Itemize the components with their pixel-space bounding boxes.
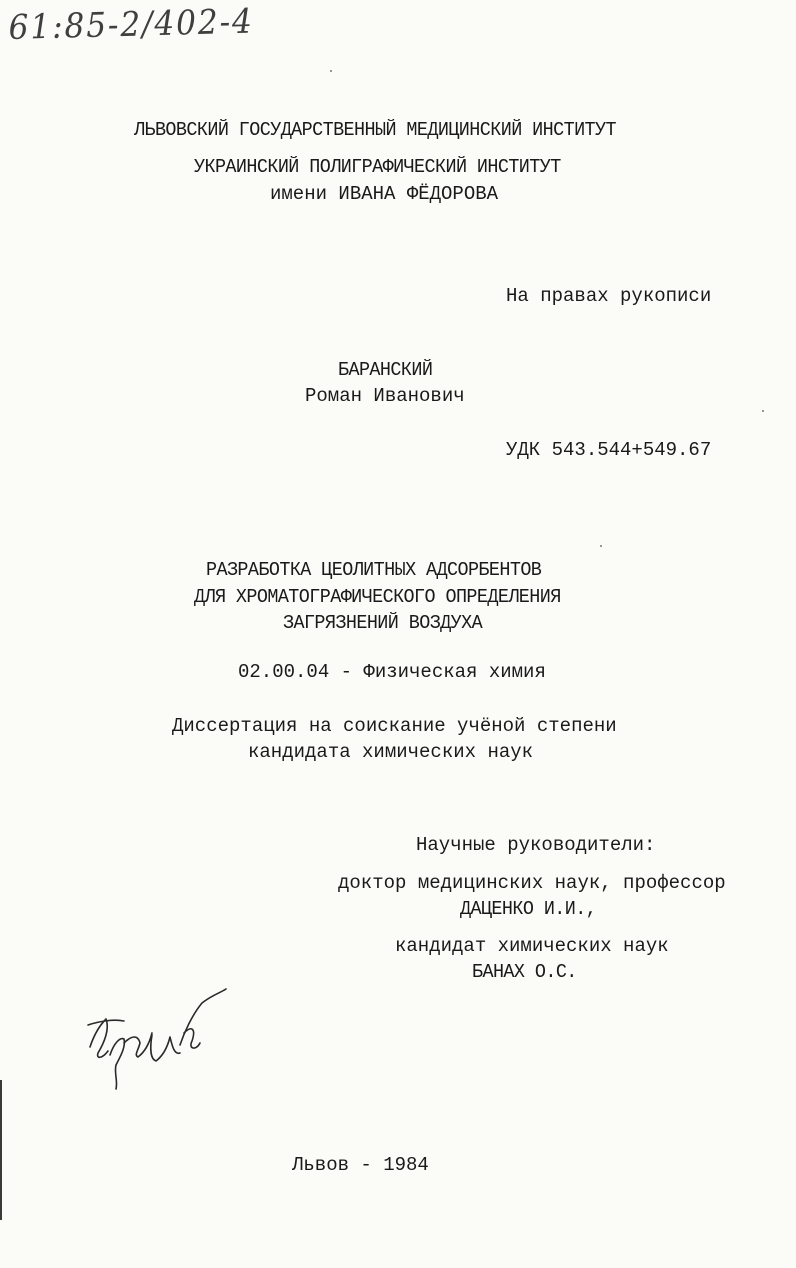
scan-speck: [330, 70, 332, 72]
supervisor-1-title: доктор медицинских наук, профессор: [338, 872, 726, 894]
manuscript-rights: На правах рукописи: [506, 285, 712, 307]
degree-line-1: Диссертация на соискание учёной степени: [172, 715, 617, 737]
supervisor-1-name: ДАЦЕНКО И.И.,: [460, 898, 597, 920]
specialty-code: 02.00.04 - Физическая химия: [238, 661, 546, 683]
degree-line-2: кандидата химических наук: [248, 741, 534, 763]
udc-code: УДК 543.544+549.67: [506, 439, 712, 461]
author-surname: БАРАНСКИЙ: [338, 359, 433, 381]
institute-name-2-named: имени ИВАНА ФЁДОРОВА: [270, 183, 499, 205]
title-line-1: РАЗРАБОТКА ЦЕОЛИТНЫХ АДСОРБЕНТОВ: [206, 559, 542, 581]
scan-speck: [762, 410, 764, 412]
archive-handwritten-note: 61:85-2/402-4: [8, 1, 255, 48]
institute-name-2: УКРАИНСКИЙ ПОЛИГРАФИЧЕСКИЙ ИНСТИТУТ: [194, 156, 561, 178]
institute-name-1: ЛЬВОВСКИЙ ГОСУДАРСТВЕННЫЙ МЕДИЦИНСКИЙ ИНСТИТУТ: [134, 119, 616, 141]
title-line-2: ДЛЯ ХРОМАТОГРАФИЧЕСКОГО ОПРЕДЕЛЕНИЯ: [194, 586, 561, 608]
supervisor-2-title: кандидат химических наук: [395, 935, 669, 957]
scan-speck: [600, 545, 602, 547]
scan-edge-mark: [0, 1080, 2, 1220]
title-line-3: ЗАГРЯЗНЕНИЙ ВОЗДУХА: [283, 612, 483, 634]
supervisor-2-name: БАНАХ О.С.: [472, 961, 577, 983]
place-and-year: Львов - 1984: [292, 1154, 429, 1176]
handwritten-signature: [80, 985, 230, 1095]
author-given-names: Роман Иванович: [305, 385, 465, 407]
supervisors-heading: Научные руководители:: [416, 834, 656, 856]
